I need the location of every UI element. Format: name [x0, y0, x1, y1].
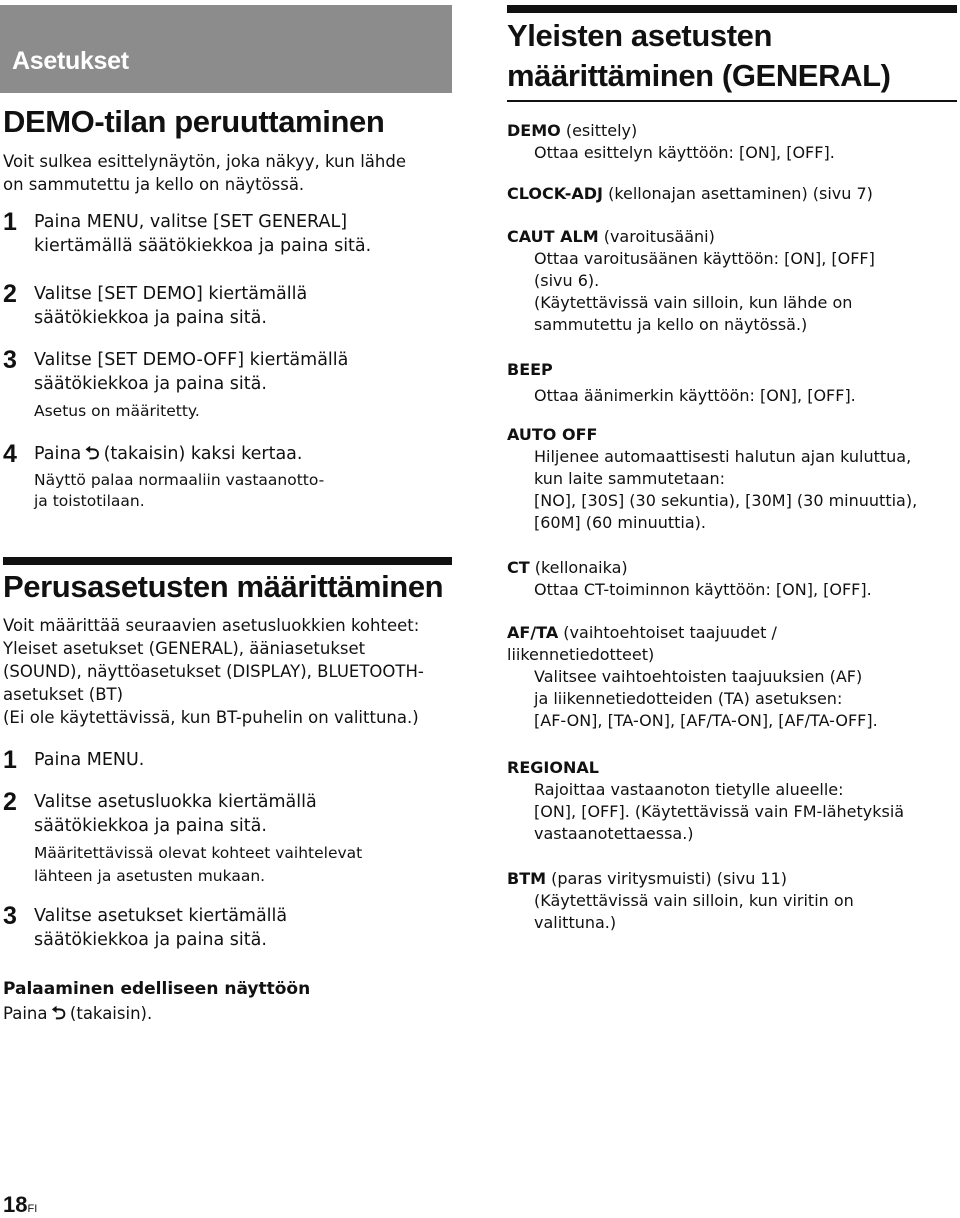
step-text [34, 210, 444, 258]
step-note: Määritettävissä olevat kohteet vaihtelevat [34, 844, 363, 862]
setting-desc: [NO], [30S] (30 sekuntia), [30M] (30 minuuttia), [534, 491, 918, 510]
step-text-part: Paina [34, 444, 82, 464]
general-title-line-2: määrittäminen (GENERAL) [507, 58, 891, 93]
step-text-line: säätökiekkoa ja paina sitä. [34, 374, 267, 394]
step-number: 3 [3, 346, 17, 374]
setting-beep [507, 359, 947, 407]
setting-demo [507, 120, 947, 164]
setting-desc: (Käytettävissä vain silloin, kun viritin on [534, 891, 854, 910]
setting-desc: [ON], [OFF]. (Käytettävissä vain FM-lähetyksiä [534, 802, 905, 821]
section-divider [507, 5, 957, 13]
step-text [34, 282, 444, 330]
return-text-part: Paina [3, 1004, 48, 1023]
section-divider [3, 557, 452, 565]
step-number: 2 [3, 788, 17, 816]
setting-term [507, 424, 947, 446]
setting-desc: ja liikennetiedotteiden (TA) asetuksen: [534, 689, 843, 708]
setting-key: BEEP [507, 360, 553, 379]
step-note: Näyttö palaa normaaliin vastaanotto- [34, 471, 325, 489]
setting-key: REGIONAL [507, 758, 599, 777]
step-text-line: Paina MENU, valitse [SET GENERAL] [34, 212, 348, 232]
return-title: Palaaminen edelliseen näyttöön [3, 979, 311, 999]
step-text [34, 904, 444, 952]
setting-desc: sammutettu ja kello on näytössä.) [534, 315, 808, 334]
page-number-value: 18 [3, 1192, 28, 1217]
step-text-part: (takaisin) kaksi kertaa. [103, 444, 303, 464]
section-label: Asetukset [12, 47, 129, 75]
setting-note: (kellonajan asettaminen) (sivu 7) [602, 184, 873, 203]
back-arrow-icon: ⮌ [51, 1003, 66, 1024]
setting-term [507, 757, 947, 779]
setting-key: AF/TA [507, 623, 559, 642]
setting-desc: Ottaa CT-toiminnon käyttöön: [ON], [OFF]. [534, 580, 872, 599]
return-text [3, 1002, 152, 1025]
setting-term [507, 557, 947, 579]
basic-intro-line: asetukset (BT) [3, 685, 124, 704]
setting-note: (varoitusääni) [598, 227, 715, 246]
setting-key: CLOCK-ADJ [507, 184, 603, 203]
setting-key: BTM [507, 869, 547, 888]
setting-desc: kun laite sammutetaan: [534, 469, 726, 488]
page-number [3, 1192, 37, 1218]
step-number: 2 [3, 280, 17, 308]
setting-desc: vastaanotettaessa.) [534, 824, 694, 843]
back-arrow-icon: ⮌ [85, 443, 100, 464]
step-text-line: Valitse [SET DEMO-OFF] kiertämällä [34, 350, 349, 370]
basic-intro-line: Voit määrittää seuraavien asetusluokkien kohteet: [3, 616, 420, 635]
setting-desc: (sivu 6). [534, 271, 600, 290]
setting-key: CAUT ALM [507, 227, 599, 246]
setting-ct [507, 557, 947, 601]
setting-desc: Ottaa äänimerkin käyttöön: [ON], [OFF]. [534, 386, 856, 405]
setting-key: CT [507, 558, 530, 577]
setting-term [507, 226, 947, 248]
setting-key: AUTO OFF [507, 425, 598, 444]
step-note: ja toistotilaan. [34, 492, 145, 510]
setting-btm [507, 868, 947, 934]
setting-caut-alm [507, 226, 947, 336]
setting-desc: Valitsee vaihtoehtoisten taajuuksien (AF) [534, 667, 863, 686]
setting-note: (kellonaika) [529, 558, 628, 577]
step-text [34, 790, 444, 838]
step-text-line: säätökiekkoa ja paina sitä. [34, 308, 267, 328]
setting-term [507, 868, 947, 890]
step-text [34, 442, 444, 466]
demo-intro-line-2: on sammutettu ja kello on näytössä. [3, 175, 305, 194]
step-text-line: Valitse asetukset kiertämällä [34, 906, 288, 926]
step-text-line: kiertämällä säätökiekkoa ja paina sitä. [34, 236, 372, 256]
step-note: Asetus on määritetty. [34, 402, 200, 420]
setting-clock-adj [507, 183, 947, 205]
setting-note: (paras viritysmuisti) (sivu 11) [546, 869, 788, 888]
setting-term [507, 120, 947, 142]
step-text [34, 748, 444, 772]
setting-term [507, 622, 947, 644]
setting-desc: Hiljenee automaattisesti halutun ajan kuluttua, [534, 447, 912, 466]
step-text-line: Valitse asetusluokka kiertämällä [34, 792, 317, 812]
setting-note: liikennetiedotteet) [507, 645, 655, 664]
setting-note: (vaihtoehtoiset taajuudet / [558, 623, 777, 642]
basic-title: Perusasetusten määrittäminen [3, 569, 444, 604]
setting-desc: (Käytettävissä vain silloin, kun lähde on [534, 293, 853, 312]
step-number: 4 [3, 440, 17, 468]
step-text [34, 348, 444, 396]
setting-af-ta [507, 622, 947, 732]
setting-key: DEMO [507, 121, 561, 140]
basic-intro-line: (Ei ole käytettävissä, kun BT-puhelin on valittuna.) [3, 708, 419, 727]
basic-intro-line: Yleiset asetukset (GENERAL), ääniasetukset [3, 639, 366, 658]
step-note: lähteen ja asetusten mukaan. [34, 867, 266, 885]
setting-term [507, 183, 947, 205]
setting-desc: [AF-ON], [TA-ON], [AF/TA-ON], [AF/TA-OFF]. [534, 711, 878, 730]
setting-desc: valittuna.) [534, 913, 617, 932]
step-number: 1 [3, 208, 17, 236]
step-number: 3 [3, 902, 17, 930]
general-title-line-1: Yleisten asetusten [507, 18, 773, 53]
setting-term [507, 359, 947, 381]
page-lang: FI [27, 1203, 38, 1215]
setting-desc: Ottaa varoitusäänen käyttöön: [ON], [OFF] [534, 249, 875, 268]
basic-intro-line: (SOUND), näyttöasetukset (DISPLAY), BLUETOOTH- [3, 662, 424, 681]
setting-desc: [60M] (60 minuuttia). [534, 513, 706, 532]
setting-note: (esittely) [560, 121, 638, 140]
demo-intro-line-1: Voit sulkea esittelynäytön, joka näkyy, kun lähde [3, 152, 406, 171]
step-text-line: säätökiekkoa ja paina sitä. [34, 816, 267, 836]
step-number: 1 [3, 746, 17, 774]
section-header-band [0, 5, 452, 93]
setting-desc: Ottaa esittelyn käyttöön: [ON], [OFF]. [534, 143, 835, 162]
step-text-line: säätökiekkoa ja paina sitä. [34, 930, 267, 950]
setting-desc: Rajoittaa vastaanoton tietylle alueelle: [534, 780, 844, 799]
step-text-line: Paina MENU. [34, 750, 145, 770]
title-underline [507, 100, 957, 102]
setting-auto-off [507, 424, 947, 534]
demo-title: DEMO-tilan peruuttaminen [3, 104, 385, 139]
step-text-line: Valitse [SET DEMO] kiertämällä [34, 284, 308, 304]
setting-regional [507, 757, 947, 845]
return-text-part: (takaisin). [69, 1004, 153, 1023]
